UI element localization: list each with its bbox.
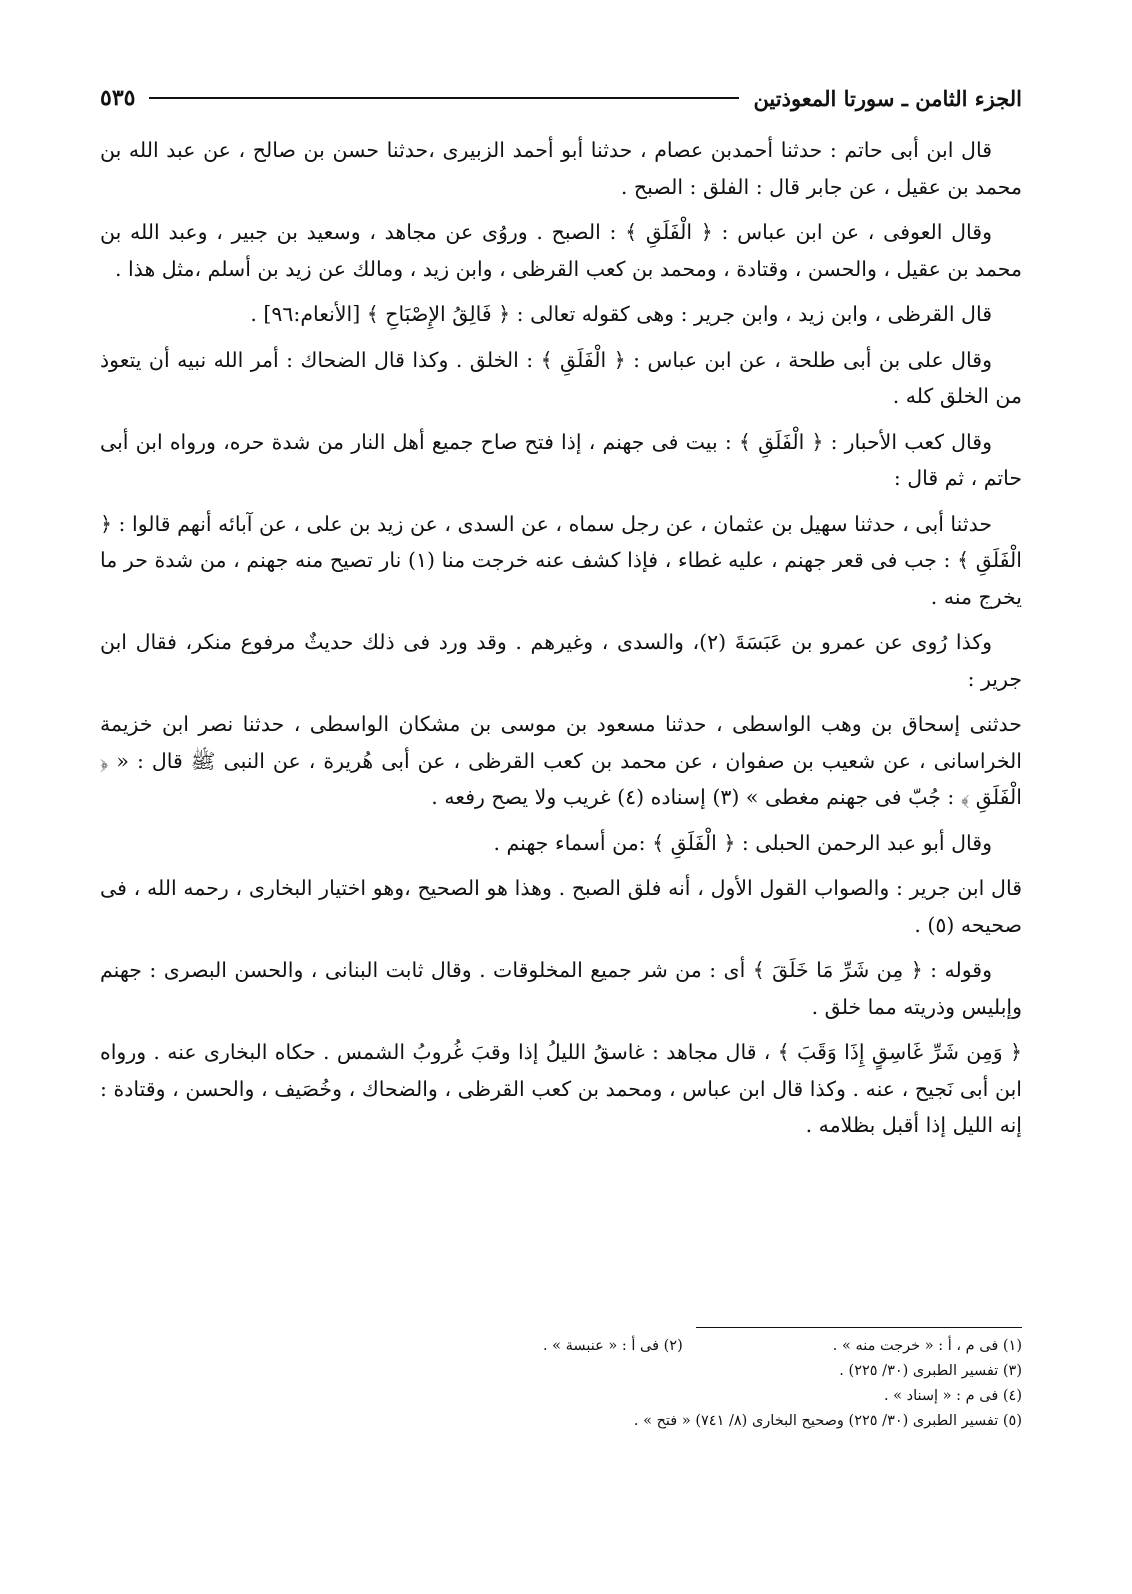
paragraph-9: وقال أبو عبد الرحمن الحبلى : ﴿ الْفَلَقِ ﴾ :من أسماء جهنم . bbox=[493, 830, 992, 855]
footnote-4: (٤) فى م : « إسناد » . bbox=[883, 1388, 1022, 1404]
paragraph-4: وقال على بن أبى طلحة ، عن ابن عباس : ﴿ الْفَلَقِ ﴾ : الخلق . وكذا قال الضحاك : أمر الله نبيه أن يتعوذ من الخلق كله . bbox=[100, 347, 1022, 408]
header-rule bbox=[149, 97, 739, 99]
footnote-3: (٣) تفسير الطبرى (٣٠/ ٢٢٥) . bbox=[839, 1363, 1022, 1379]
paragraph-6: حدثنا أبى ، حدثنا سهيل بن عثمان ، عن رجل سماه ، عن السدى ، عن زيد بن على ، عن آبائه أنهم قالوا : ﴿ الْفَلَقِ ﴾ : جب فى قعر جهنم ، عليه غطاء ، فإذا كشف عنه خرجت منا (١) نار تصيح منه جهنم ، من شدة حر ما يخرج منه . bbox=[100, 511, 1022, 609]
paragraph-11: وقوله : ﴿ مِن شَرِّ مَا خَلَقَ ﴾ أى : من شر جميع المخلوقات . وقال ثابت البنانى ، والحسن البصرى : جهنم وإبليس وذريته مما خلق . bbox=[100, 958, 1022, 1019]
footnotes bbox=[262, 1334, 1022, 1434]
paragraph-8: حدثنى إسحاق بن وهب الواسطى ، حدثنا مسعود بن موسى بن مشكان الواسطى ، حدثنا نصر ابن خزيمة الخراسانى ، عن شعيب بن صفوان ، عن محمد بن كعب القرظى ، عن أبى هُريرة ، عن النبى ﷺ قال : « ﴿ الْفَلَقِ ﴾ : جُبّ فى جهنم مغطى » (٣) إسناده (٤) غريب ولا يصح رفعه . bbox=[100, 712, 1022, 809]
footnote-row bbox=[262, 1409, 1022, 1434]
footnote-row bbox=[262, 1384, 1022, 1409]
footnote-row bbox=[262, 1359, 1022, 1384]
footnote-5: (٥) تفسير الطبرى (٣٠/ ٢٢٥) وصحيح البخارى (٨/ ٧٤١) « فتح » . bbox=[633, 1413, 1022, 1429]
paragraph-2: وقال العوفى ، عن ابن عباس : ﴿ الْفَلَقِ ﴾ : الصبح . وروُى عن مجاهد ، وسعيد بن جبير ، وعبد الله بن محمد بن عقيل ، والحسن ، وقتادة ، ومحمد بن كعب القرظى ، وابن زيد ، ومالك عن زيد بن أسلم ،مثل هذا . bbox=[100, 220, 1022, 281]
page-number: ٥٣٥ bbox=[100, 85, 136, 111]
paragraph-5: وقال كعب الأحبار : ﴿ الْفَلَقِ ﴾ : بيت فى جهنم ، إذا فتح صاح جميع أهل النار من شدة حره، ورواه ابن أبى حاتم ، ثم قال : bbox=[100, 429, 1022, 490]
page-body bbox=[100, 132, 1022, 1153]
footnote-1: (١) فى م ، أ : « خرجت منه » . bbox=[832, 1338, 1022, 1354]
paragraph-10: قال ابن جرير : والصواب القول الأول ، أنه فلق الصبح . وهذا هو الصحيح ،وهو اختيار البخارى ، رحمه الله ، فى صحيحه (٥) . bbox=[100, 876, 1022, 937]
paragraph-3: قال القرظى ، وابن زيد ، وابن جرير : وهى كقوله تعالى : ﴿ فَالِقُ الإِصْبَاحِ ﴾ [الأنعام:٩٦] . bbox=[250, 302, 992, 326]
footnote-row bbox=[262, 1334, 1022, 1359]
paragraph-12: ﴿ وَمِن شَرِّ غَاسِقٍ إِذَا وَقَبَ ﴾ ، قال مجاهد : غاسقُ الليلُ إذا وقبَ غُروبُ الشمس . حكاه البخارى عنه . ورواه ابن أبى نَجيح ، عنه . وكذا قال ابن عباس ، ومحمد بن كعب القرظى ، والضحاك ، وخُصَيف ، والحسن ، وقتادة : إنه الليل إذا أقبل بظلامه . bbox=[100, 1040, 1022, 1137]
running-title: الجزء الثامن ـ سورتا المعوذتين bbox=[753, 85, 1022, 111]
paragraph-1: قال ابن أبى حاتم : حدثنا أحمدبن عصام ، حدثنا أبو أحمد الزبيرى ،حدثنا حسن بن صالح ، عن عبد الله بن محمد بن عقيل ، عن جابر قال : الفلق : الصبح . bbox=[100, 138, 1022, 199]
footnote-2: (٢) فى أ : « عنبسة » . bbox=[542, 1338, 683, 1354]
paragraph-7: وكذا رُوى عن عمرو بن عَبَسَةَ (٢)، والسدى ، وغيرهم . وقد ورد فى ذلك حديثٌ مرفوع منكر، فقال ابن جرير : bbox=[100, 630, 1022, 691]
footnote-separator bbox=[696, 1327, 1022, 1328]
page-header bbox=[100, 78, 1022, 118]
